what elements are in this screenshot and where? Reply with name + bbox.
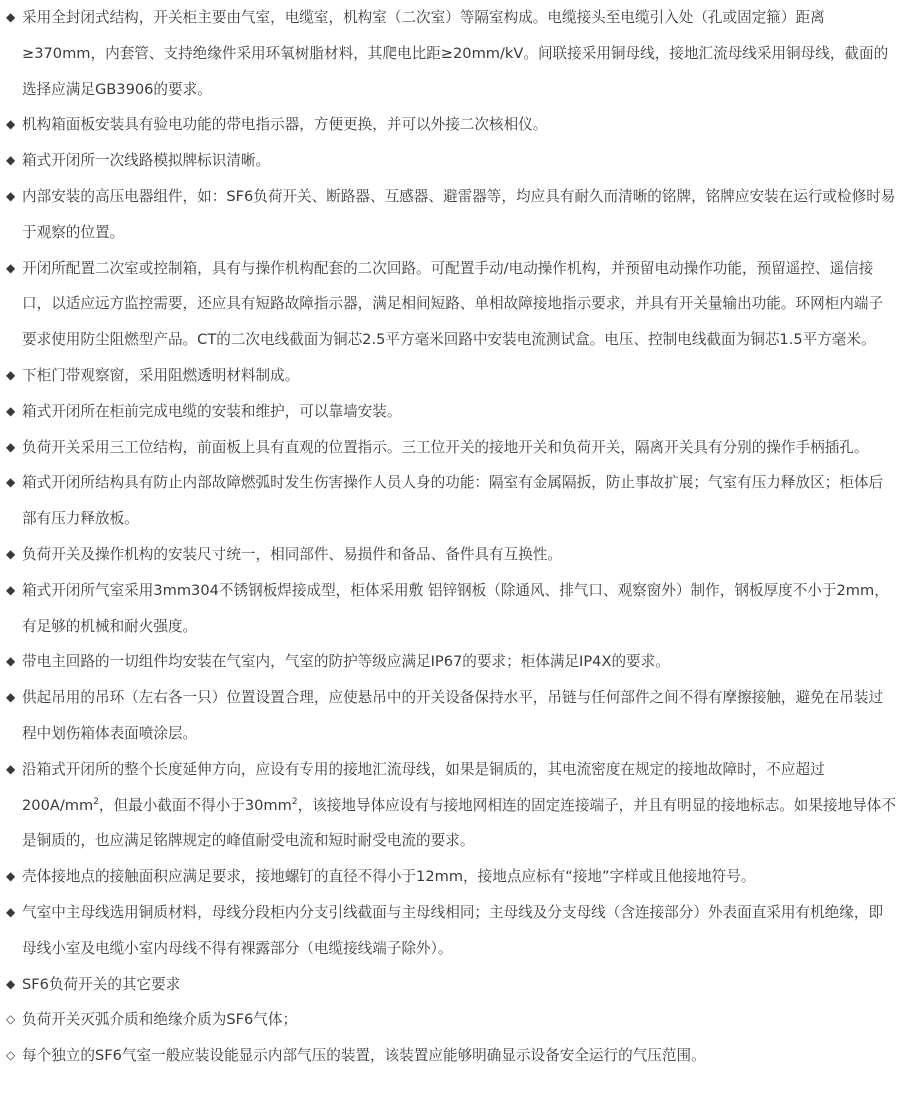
- filled-diamond-icon: ◆: [6, 690, 16, 705]
- spec-item-7: [0, 394, 900, 430]
- spec-subitem-2: [0, 1038, 900, 1074]
- filled-diamond-icon: ◆: [6, 117, 16, 132]
- spec-item-17: [0, 967, 900, 1003]
- spec-item-text: 负荷开关灭弧介质和绝缘介质为SF6气体；: [22, 1011, 298, 1029]
- spec-item-12: [0, 644, 900, 680]
- spec-item-5: [0, 251, 900, 358]
- filled-diamond-icon: ◆: [6, 546, 16, 561]
- spec-item-8: [0, 430, 900, 466]
- filled-diamond-icon: ◆: [6, 153, 16, 168]
- filled-diamond-icon: ◆: [6, 403, 16, 418]
- filled-diamond-icon: ◆: [6, 367, 16, 382]
- spec-item-4: [0, 179, 900, 251]
- hollow-diamond-icon: ◇: [6, 1012, 16, 1027]
- filled-diamond-icon: ◆: [6, 761, 16, 776]
- spec-item-3: [0, 143, 900, 179]
- filled-diamond-icon: ◆: [6, 439, 16, 454]
- spec-item-text: 箱式开闭所一次线路模拟牌标识清晰。: [22, 152, 271, 170]
- filled-diamond-icon: ◆: [6, 976, 16, 991]
- spec-item-text-part: ，但最小截面不得小于30mm: [98, 796, 292, 814]
- spec-item-16: [0, 895, 900, 967]
- filled-diamond-icon: ◆: [6, 582, 16, 597]
- spec-item-11: [0, 573, 900, 645]
- spec-item-10: [0, 537, 900, 573]
- spec-item-text: 机构箱面板安装具有验电功能的带电指示器，方便更换，并可以外接二次核相仪。: [22, 116, 548, 134]
- filled-diamond-icon: ◆: [6, 10, 16, 24]
- spec-subitem-1: [0, 1002, 900, 1038]
- hollow-diamond-icon: ◇: [6, 1048, 16, 1063]
- superscript-2: 2: [93, 796, 99, 807]
- spec-item-6: [0, 358, 900, 394]
- filled-diamond-icon: ◆: [6, 260, 16, 275]
- spec-item-text: 箱式开闭所气室采用3mm304不锈钢板焊接成型，柜体采用敷 铝锌钢板（除通风、排气口、观察窗外）制作，钢板厚度不小于2mm，有足够的机械和耐火强度。: [22, 581, 889, 635]
- spec-item-text: 壳体接地点的接触面积应满足要求，接地螺钉的直径不得小于12mm，接地点应标有“接地”字样或且他接地符号。: [22, 868, 756, 886]
- spec-item-text: [22, 752, 896, 859]
- spec-item-text-part: 沿箱式开闭所的整个长度延伸方向，应设有专用的接地汇流母线，如果是铜质的，其电流密度在规定的接地故障时，不应超过200A/mm: [22, 760, 825, 814]
- filled-diamond-icon: ◆: [6, 869, 16, 884]
- spec-item-14: [0, 752, 900, 859]
- spec-item-1: [0, 0, 900, 107]
- spec-item-text: 气室中主母线选用铜质材料，母线分段柜内分支引线截面与主母线相同；主母线及分支母线（含连接部分）外表面直采用有机绝缘，即母线小室及电缆小室内母线不得有裸露部分（电缆接线端子除外）。: [22, 903, 884, 957]
- spec-item-text: 箱式开闭所在柜前完成电缆的安装和维护，可以靠墙安装。: [22, 402, 402, 420]
- filled-diamond-icon: ◆: [6, 904, 16, 919]
- spec-item-text: 供起吊用的吊环（左右各一只）位置设置合理，应使悬吊中的开关设备保持水平，吊链与任何部件之间不得有摩擦接触，避免在吊装过程中划伤箱体表面喷涂层。: [22, 689, 884, 742]
- spec-item-text: 开闭所配置二次室或控制箱，具有与操作机构配套的二次回路。可配置手动/电动操作机构，并预留电动操作功能，预留遥控、遥信接口，以适应远方监控需要，还应具有短路故障指示器，满足相间短路、单相故障接地指示要求，并具有开关量输出功能。环网柜内端子要求使用防尘阻燃型产品。CT的二次电线截面为铜芯2.5平方毫米回路中安装电流测试盒。电压、控制电线截面为铜芯1.5平方毫米。: [22, 259, 884, 349]
- spec-item-text: 箱式开闭所结构具有防止内部故障燃弧时发生伤害操作人员人身的功能：隔室有金属隔扳，防止事故扩展；气室有压力释放区；柜体后部有压力释放板。: [22, 474, 884, 528]
- filled-diamond-icon: ◆: [6, 475, 16, 490]
- superscript-2: 2: [291, 796, 298, 807]
- filled-diamond-icon: ◆: [6, 654, 16, 669]
- spec-item-text: 内部安装的高压电器组件，如：SF6负荷开关、断路器、互感器、避雷器等，均应具有耐久而清晰的铭牌，铭牌应安装在运行或检修时易于观察的位置。: [22, 187, 896, 241]
- spec-item-text: 负荷开关及操作机构的安装尺寸统一，相同部件、易损件和备品、备件具有互换性。: [22, 545, 562, 563]
- spec-item-text-part: ，该接地导体应设有与接地网相连的固定连接端子，并且有明显的接地标志。如果接地导体不是铜质的，也应满足铭牌规定的峰值耐受电流和短时耐受电流的要求。: [22, 796, 896, 850]
- spec-item-text: 带电主回路的一切组件均安装在气室内，气室的防护等级应满足IP67的要求；柜体满足IP4X的要求。: [22, 653, 670, 671]
- spec-item-text: 采用全封闭式结构，开关柜主要由气室，电缆室，机构室（二次室）等隔室构成。电缆接头至电缆引入处（孔或固定箍）距离≥370mm，内套管、支持绝缘件采用环氧树脂材料，其爬电比距≥20mm/kV。间联接采用铜母线，接地汇流母线采用铜母线，截面的选择应满足GB3906的要求。: [22, 9, 889, 98]
- spec-item-9: [0, 465, 900, 537]
- spec-item-text: SF6负荷开关的其它要求: [22, 975, 181, 993]
- spec-item-13: [0, 680, 900, 752]
- filled-diamond-icon: ◆: [6, 188, 16, 203]
- spec-item-text: 下柜门带观察窗，采用阻燃透明材料制成。: [22, 366, 300, 384]
- spec-item-2: [0, 107, 900, 143]
- spec-item-15: [0, 859, 900, 895]
- spec-item-text: 每个独立的SF6气室一般应装设能显示内部气压的装置，该装置应能够明确显示设备安全运行的气压范围。: [22, 1047, 706, 1065]
- spec-item-text: 负荷开关采用三工位结构，前面板上具有直观的位置指示。三工位开关的接地开关和负荷开关，隔离开关具有分别的操作手柄插孔。: [22, 438, 869, 456]
